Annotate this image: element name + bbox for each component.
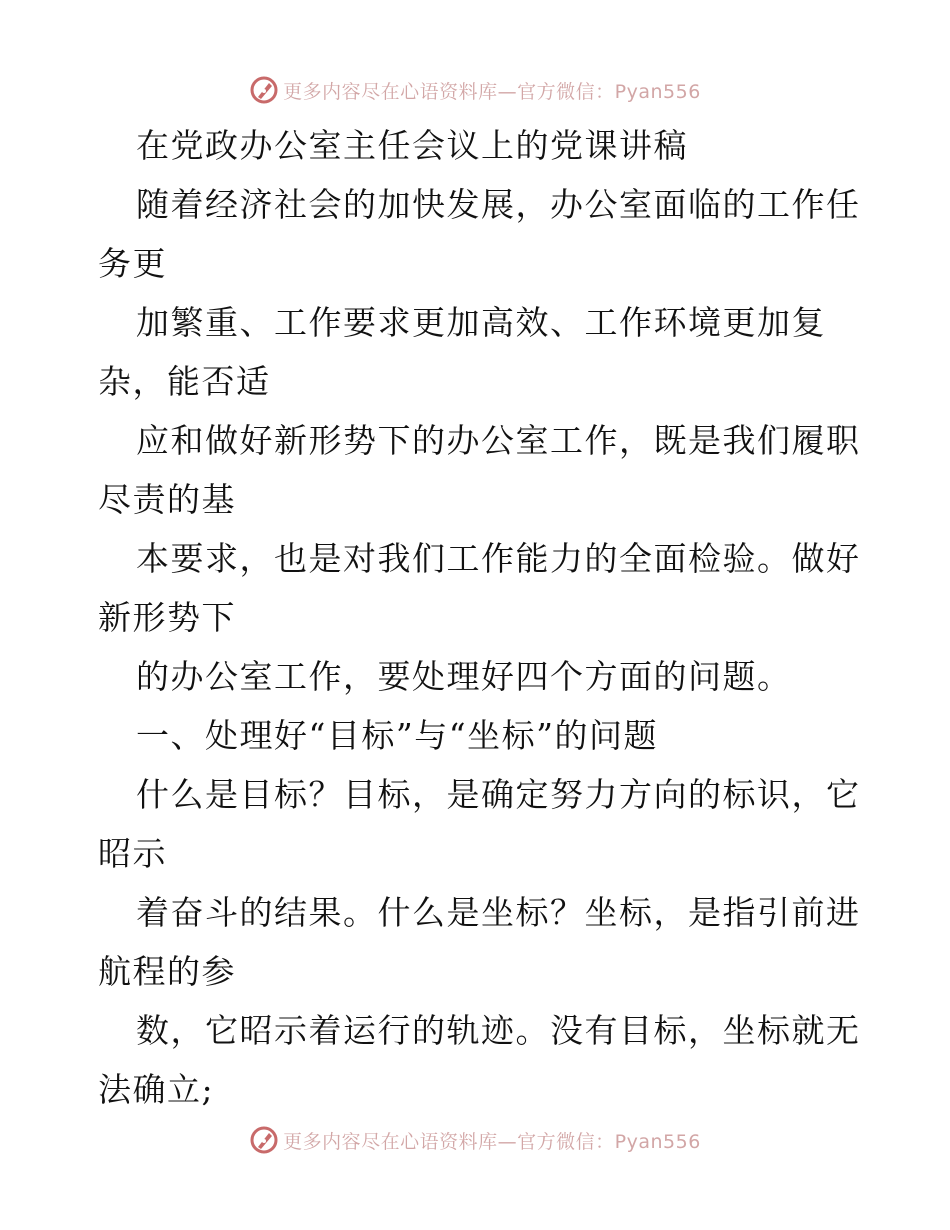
header-watermark	[0, 72, 950, 108]
paragraph-line: 杂，能否适	[98, 362, 271, 401]
paragraph-line: 新形势下	[98, 598, 236, 637]
document-title: 在党政办公室主任会议上的党课讲稿	[136, 126, 688, 165]
paragraph-line: 昭示	[98, 834, 167, 873]
pen-nib-circle-icon	[249, 1125, 279, 1155]
paragraph-line: 本要求，也是对我们工作能力的全面检验。做好	[136, 539, 861, 578]
paragraph-line: 应和做好新形势下的办公室工作，既是我们履职	[136, 421, 861, 460]
paragraph-line: 务更	[98, 244, 167, 283]
watermark-text: 更多内容尽在心语资料库—官方微信：Pyan556	[283, 1130, 701, 1153]
paragraph-line: 航程的参	[98, 952, 236, 991]
paragraph-line: 加繁重、工作要求更加高效、工作环境更加复	[136, 303, 826, 342]
paragraph-line: 的办公室工作，要处理好四个方面的问题。	[136, 657, 792, 696]
paragraph-line: 随着经济社会的加快发展，办公室面临的工作任	[136, 185, 861, 224]
footer-watermark	[0, 1122, 950, 1158]
pen-nib-circle-icon	[249, 75, 279, 105]
paragraph-line: 着奋斗的结果。什么是坐标？坐标，是指引前进	[136, 893, 861, 932]
paragraph-line: 数，它昭示着运行的轨迹。没有目标，坐标就无	[136, 1011, 861, 1050]
paragraph-line: 法确立;	[98, 1070, 215, 1109]
watermark-text: 更多内容尽在心语资料库—官方微信：Pyan556	[283, 80, 701, 103]
section-heading: 一、处理好“目标”与“坐标”的问题	[136, 716, 658, 755]
document-body	[98, 116, 861, 1119]
paragraph-line: 什么是目标？目标，是确定努力方向的标识，它	[136, 775, 861, 814]
paragraph-line: 尽责的基	[98, 480, 236, 519]
